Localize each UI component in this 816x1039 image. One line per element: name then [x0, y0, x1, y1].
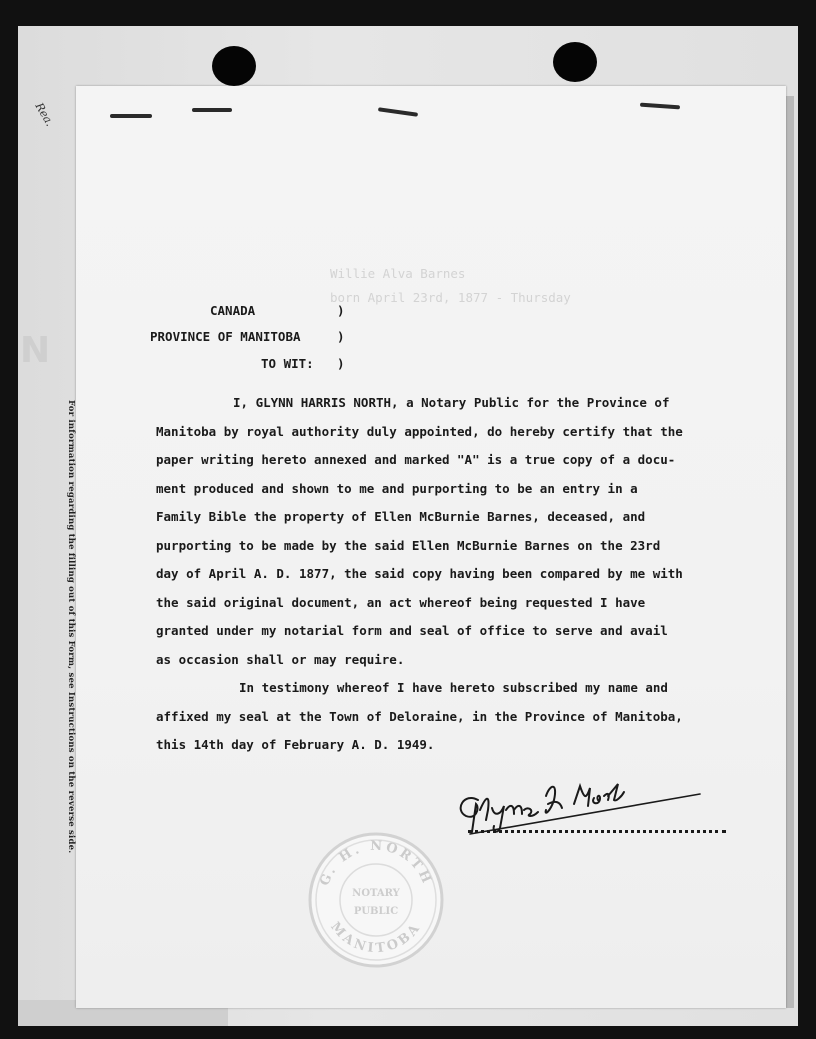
venue-paren: ): [337, 303, 345, 318]
body-line: paper writing hereto annexed and marked "A" is a true copy of a docu-: [156, 452, 676, 467]
seal-center-bottom-text: PUBLIC: [353, 906, 399, 917]
notary-signature-area: [450, 770, 740, 850]
embossed-notary-seal: [306, 830, 446, 970]
venue-paren: ): [337, 356, 345, 371]
seal-bottom-arc-text: MANITOBA: [327, 919, 425, 957]
bleed-through-line: Willie Alva Barnes: [330, 266, 466, 281]
body-line: day of April A. D. 1877, the said copy having been compared by me with: [156, 566, 683, 581]
body-line: Manitoba by royal authority duly appointed, do hereby certify that the: [156, 423, 683, 439]
body-line: as occasion shall or may require.: [156, 651, 405, 667]
seal-top-arc-text: G. H. NORTH: [317, 838, 435, 889]
venue-block: [150, 298, 370, 378]
body-line: granted under my notarial form and seal of office to serve and avail: [156, 623, 668, 638]
body-line: Family Bible the property of Ellen McBurnie Barnes, deceased, and: [156, 509, 646, 524]
venue-country: CANADA: [210, 303, 256, 318]
venue-paren: ): [337, 329, 345, 344]
body-line: ment produced and shown to me and purporting to be an entry in a: [156, 480, 638, 496]
seal-center-top-text: NOTARY: [352, 888, 400, 899]
back-sheet-bleed-letter: N: [20, 330, 51, 371]
signature-dotted-line: [468, 830, 726, 833]
bleed-through-line: born April 23rd, 1877 - Thursday: [330, 290, 571, 305]
venue-to-wit: TO WIT:: [261, 356, 314, 371]
page-edge-shadow: [786, 96, 794, 1008]
body-line: I, GLYNN HARRIS NORTH, a Notary Public for the Province of: [233, 395, 670, 410]
staple-mark: [192, 108, 232, 112]
body-line: In testimony whereof I have hereto subscribed my name and: [239, 680, 668, 695]
body-line: affixed my seal at the Town of Deloraine, in the Province of Manitoba,: [156, 708, 683, 724]
body-line: this 14th day of February A. D. 1949.: [156, 737, 435, 752]
punch-hole-left: [212, 46, 256, 86]
body-line: the said original document, an act whereof being requested I have: [156, 594, 646, 610]
margin-note: Rea.: [32, 100, 57, 129]
punch-hole-right: [553, 42, 597, 82]
form-side-instruction: For information regarding the filling out of this Form, see Instructions on the reverse side.: [66, 400, 76, 854]
body-line: purporting to be made by the said Ellen McBurnie Barnes on the 23rd: [156, 537, 661, 553]
staple-mark: [110, 114, 152, 118]
venue-province: PROVINCE OF MANITOBA: [150, 329, 301, 344]
certificate-body: [156, 389, 756, 760]
